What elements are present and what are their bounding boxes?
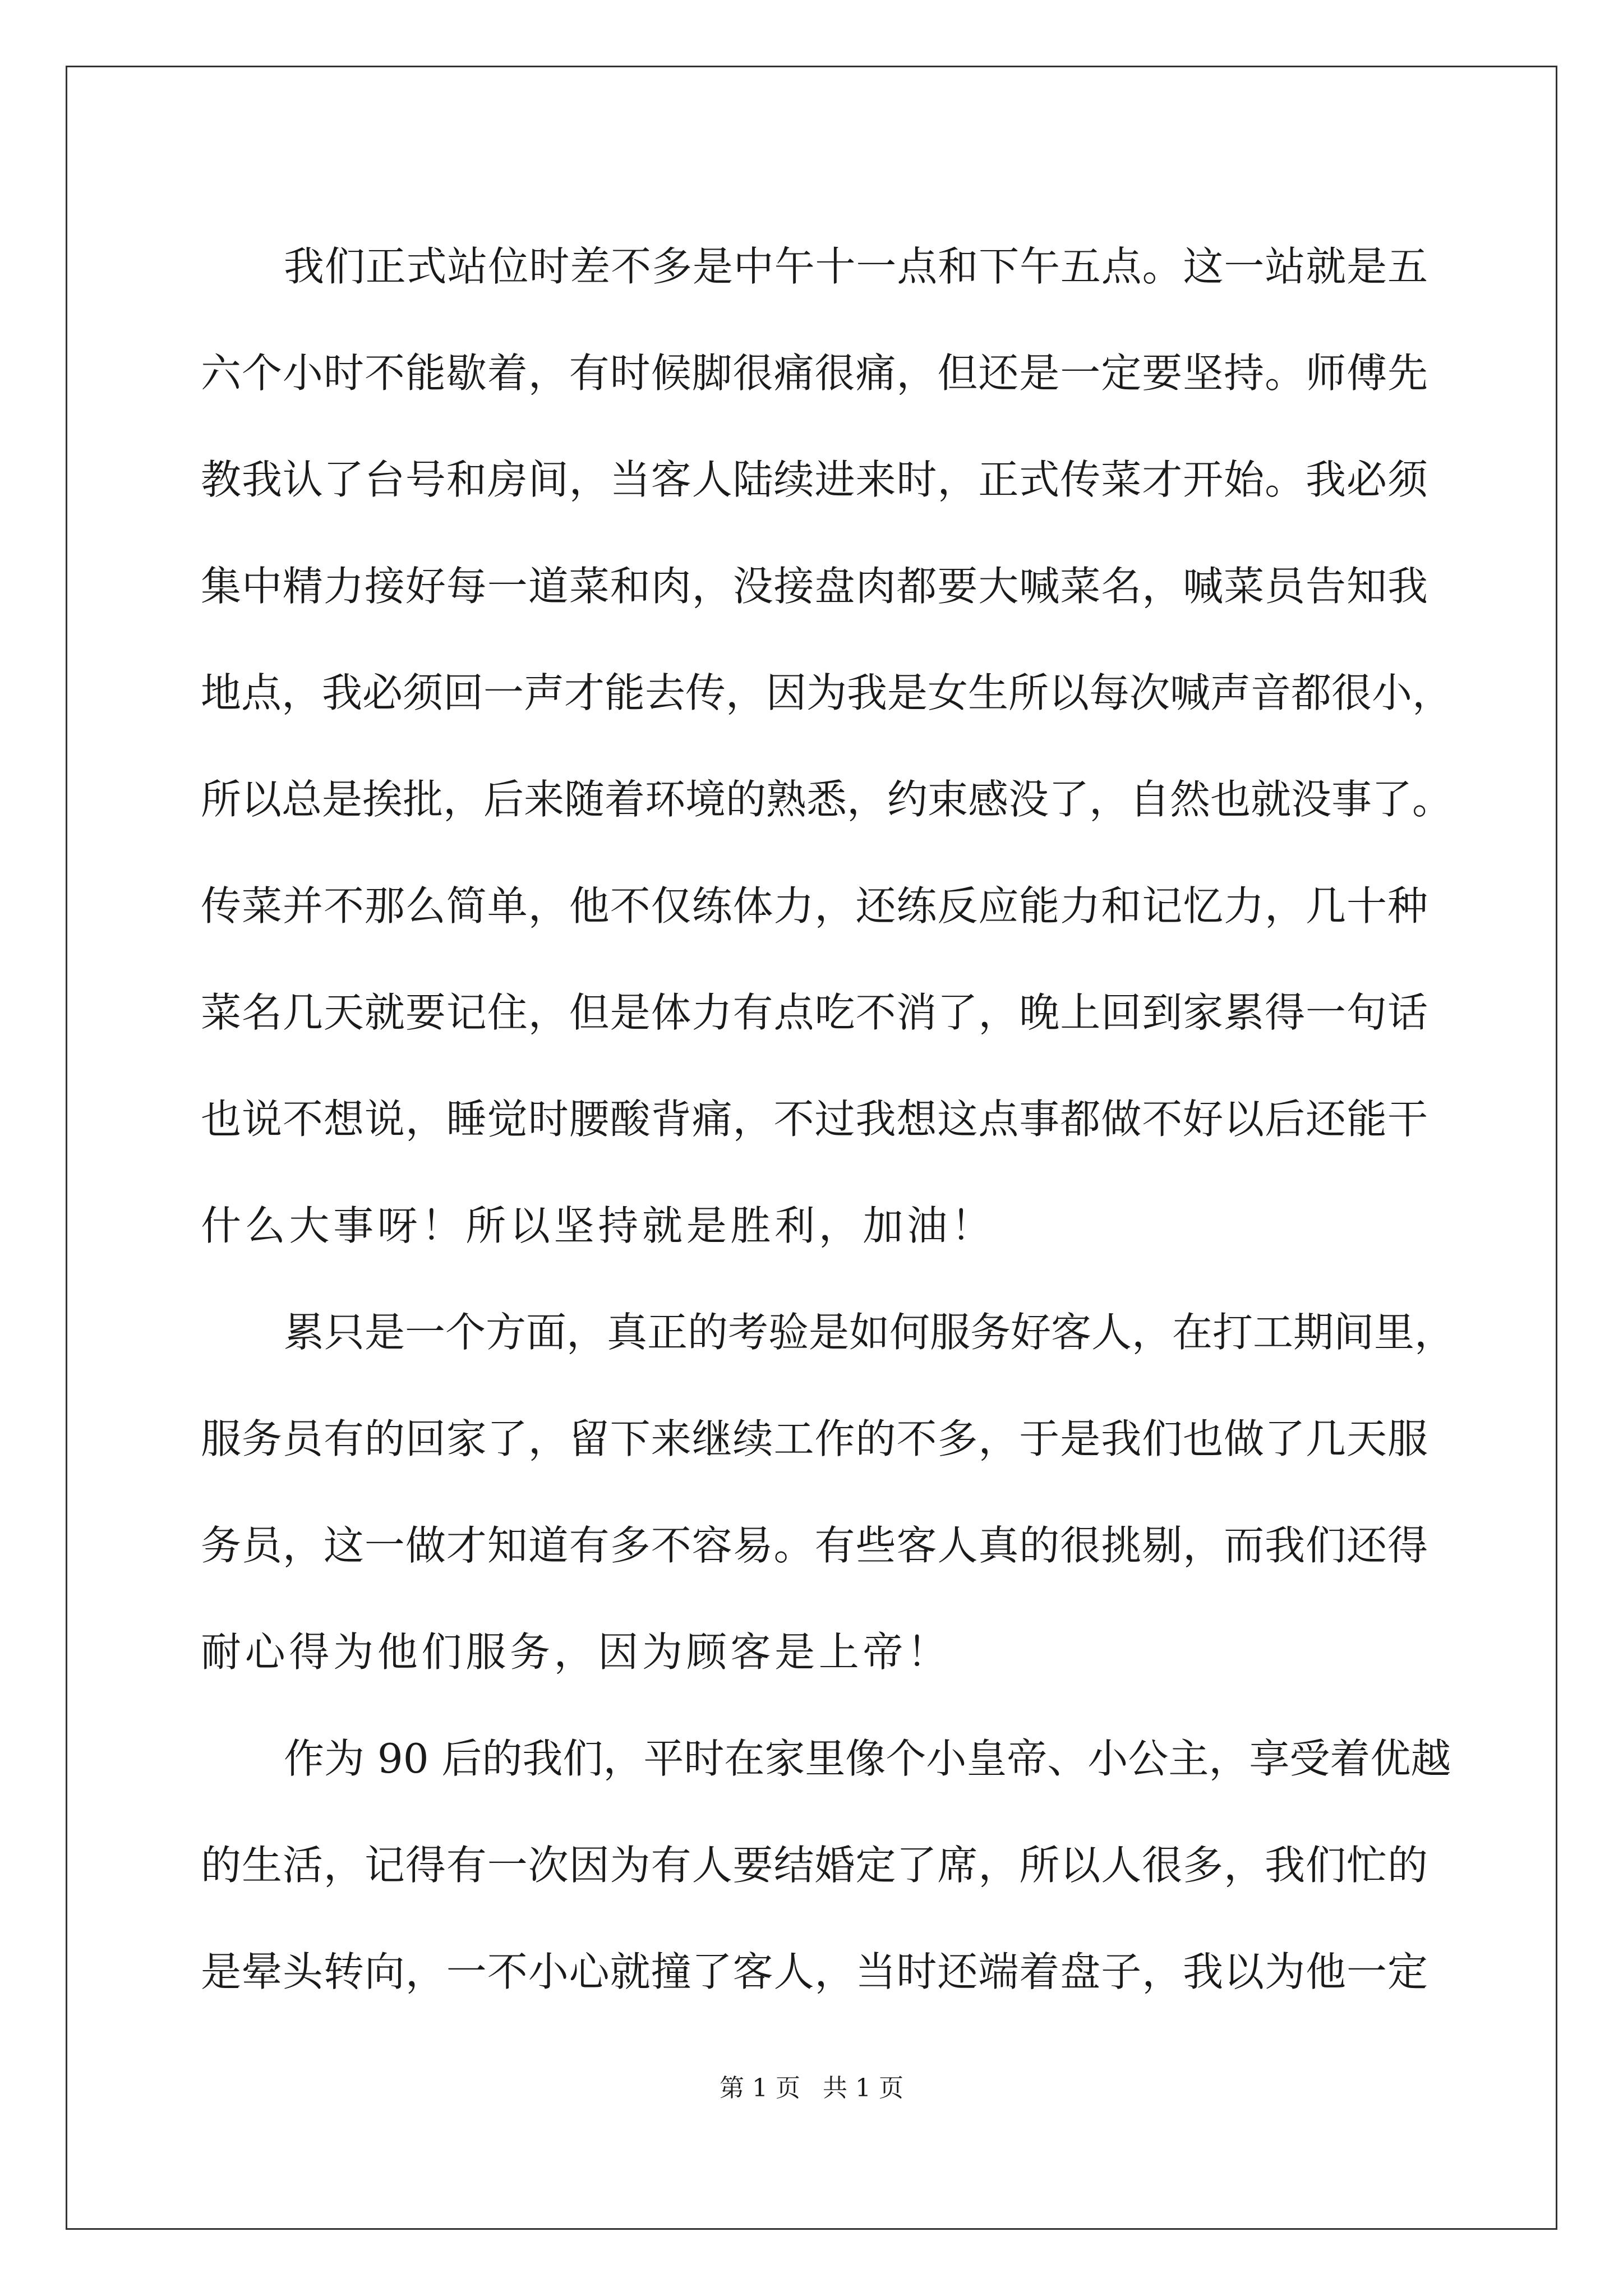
text-line-6: 所以总是挨批，后来随着环境的熟悉，约束感没了，自然也就没事了。 xyxy=(201,776,1453,823)
text-line-2: 六个小时不能歇着，有时候脚很痛很痛，但还是一定要坚持。师傅先 xyxy=(201,349,1428,397)
text-line-1: 我们正式站位时差不多是中午十一点和下午五点。这一站就是五 xyxy=(284,243,1428,290)
page-total: 共 1 页 xyxy=(823,2074,903,2102)
text-line-11: 累只是一个方面，真正的考验是如何服务好客人，在打工期间里， xyxy=(284,1309,1455,1356)
text-line-16: 的生活，记得有一次因为有人要结婚定了席，所以人很多，我们忙的 xyxy=(201,1842,1428,1889)
document-body xyxy=(201,213,1455,2025)
text-line-9: 也说不想说，睡觉时腰酸背痛，不过我想这点事都做不好以后还能干 xyxy=(201,1096,1428,1143)
page-number: 第 1 页 xyxy=(720,2074,800,2102)
text-line-4: 集中精力接好每一道菜和肉，没接盘肉都要大喊菜名，喊菜员告知我 xyxy=(201,563,1428,610)
text-line-14: 耐心得为他们服务，因为顾客是上帝！ xyxy=(201,1628,951,1676)
text-line-12: 服务员有的回家了，留下来继续工作的不多，于是我们也做了几天服 xyxy=(201,1415,1428,1462)
text-line-15: 作为 90 后的我们，平时在家里像个小皇帝、小公主，享受着优越 xyxy=(284,1735,1451,1782)
text-line-13: 务员，这一做才知道有多不容易。有些客人真的很挑剔，而我们还得 xyxy=(201,1522,1428,1569)
text-line-10: 什么大事呀！所以坚持就是胜利，加油！ xyxy=(201,1202,995,1249)
text-line-7: 传菜并不那么简单，他不仅练体力，还练反应能力和记忆力，几十种 xyxy=(201,882,1428,930)
text-line-8: 菜名几天就要记住，但是体力有点吃不消了，晚上回到家累得一句话 xyxy=(201,989,1428,1036)
text-line-5: 地点，我必须回一声才能去传，因为我是女生所以每次喊声音都很小， xyxy=(201,669,1453,716)
text-line-3: 教我认了台号和房间，当客人陆续进来时，正式传菜才开始。我必须 xyxy=(201,456,1428,503)
text-line-17: 是晕头转向，一不小心就撞了客人，当时还端着盘子，我以为他一定 xyxy=(201,1948,1428,1995)
page-footer xyxy=(0,2072,1623,2105)
